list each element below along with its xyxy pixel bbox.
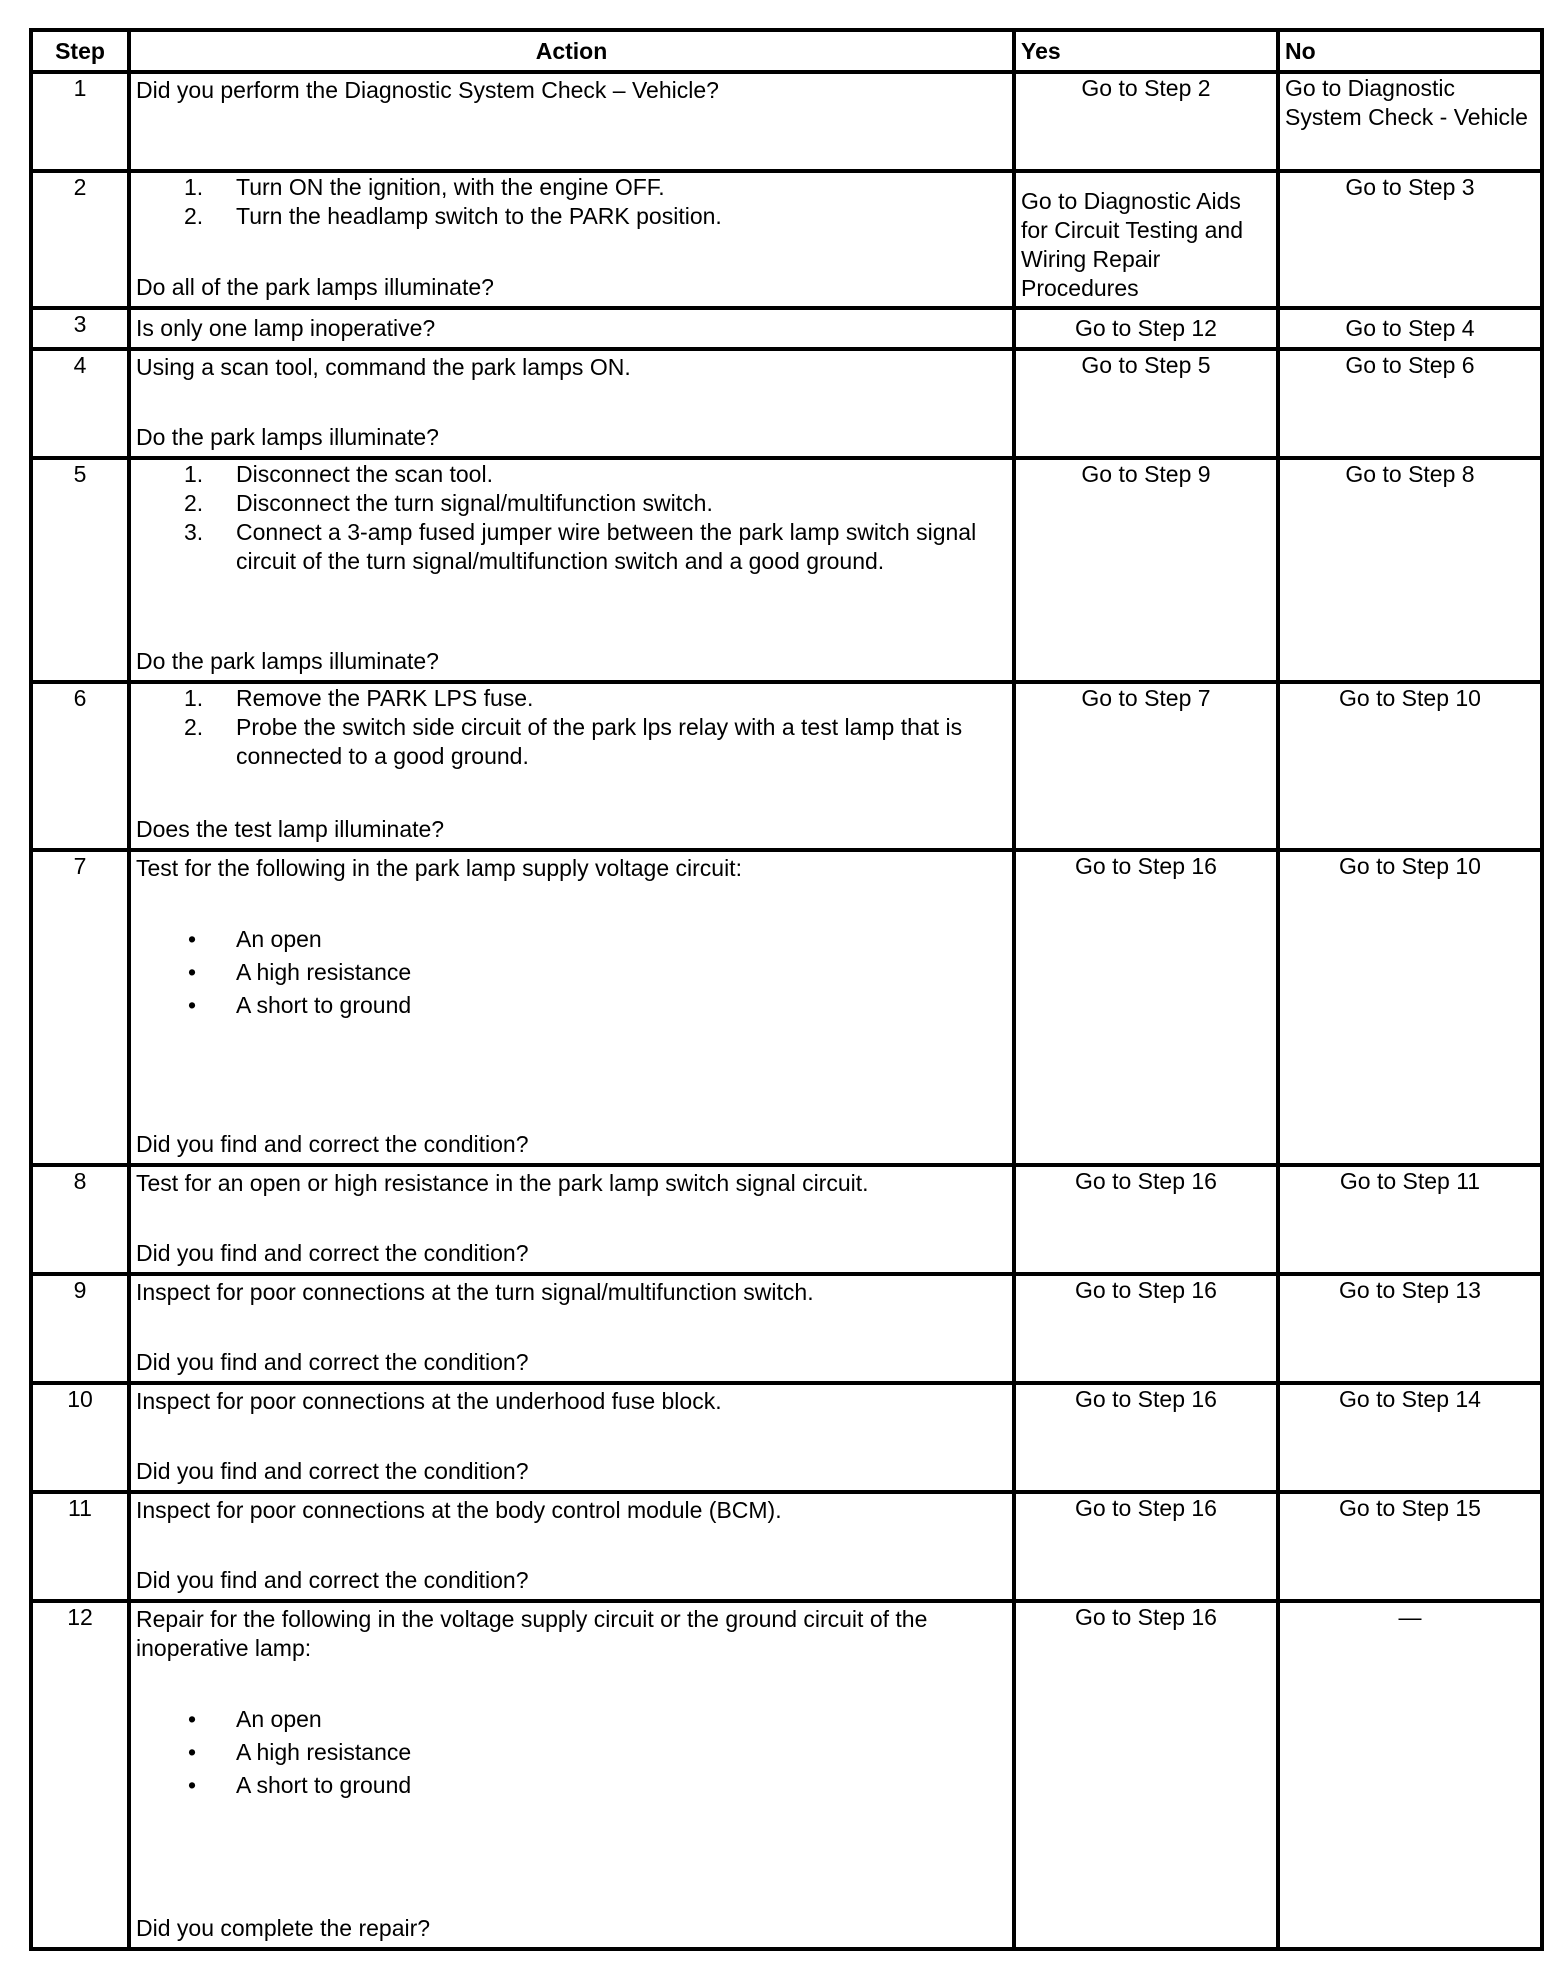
action-cell bbox=[129, 682, 1014, 850]
no-cell: Go to Step 4 bbox=[1278, 308, 1542, 349]
list-item: • An open bbox=[136, 1703, 1007, 1736]
action-cell bbox=[129, 1601, 1014, 1949]
list-item: 1. Disconnect the scan tool. bbox=[184, 461, 493, 487]
yes-cell: Go to Step 16 bbox=[1014, 1383, 1278, 1492]
action-text: Inspect for poor connections at the turn signal/multifunction switch. bbox=[136, 1279, 814, 1305]
action-text: Inspect for poor connections at the underhood fuse block. bbox=[136, 1388, 722, 1414]
list-item: • A short to ground bbox=[136, 1769, 1007, 1802]
no-cell: Go to Diagnostic System Check - Vehicle bbox=[1278, 72, 1542, 171]
step-number: 6 bbox=[31, 682, 129, 850]
yes-cell: Go to Step 12 bbox=[1014, 308, 1278, 349]
no-cell: Go to Step 10 bbox=[1278, 682, 1542, 850]
action-text: Inspect for poor connections at the body control module (BCM). bbox=[136, 1497, 782, 1523]
action-question: Do the park lamps illuminate? bbox=[136, 424, 439, 450]
table-row bbox=[31, 458, 1542, 682]
yes-cell: Go to Step 2 bbox=[1014, 72, 1278, 171]
action-text: Repair for the following in the voltage supply circuit or the ground circuit of the inoperative lamp: bbox=[136, 1606, 928, 1661]
action-question: Does the test lamp illuminate? bbox=[136, 816, 445, 842]
condition-list bbox=[136, 923, 1007, 1022]
step-number: 11 bbox=[31, 1492, 129, 1601]
diagnostic-table bbox=[29, 28, 1544, 1951]
yes-cell: Go to Step 16 bbox=[1014, 1492, 1278, 1601]
step-item-text: Disconnect the turn signal/multifunction switch. bbox=[236, 490, 713, 516]
header-no: No bbox=[1278, 30, 1542, 72]
action-question: Did you find and correct the condition? bbox=[136, 1458, 529, 1484]
action-cell bbox=[129, 171, 1014, 308]
action-question: Do the park lamps illuminate? bbox=[136, 648, 439, 674]
list-item: 1. Turn ON the ignition, with the engine OFF. bbox=[184, 174, 665, 200]
action-question: Did you find and correct the condition? bbox=[136, 1349, 529, 1375]
no-cell: — bbox=[1278, 1601, 1542, 1949]
step-number: 2 bbox=[31, 171, 129, 308]
action-text: Is only one lamp inoperative? bbox=[136, 315, 436, 341]
no-cell: Go to Step 13 bbox=[1278, 1274, 1542, 1383]
action-cell bbox=[129, 308, 1014, 349]
table-row bbox=[31, 1383, 1542, 1492]
yes-cell: Go to Step 9 bbox=[1014, 458, 1278, 682]
table-row bbox=[31, 1601, 1542, 1949]
step-number: 3 bbox=[31, 308, 129, 349]
list-item: • A high resistance bbox=[136, 956, 1007, 989]
action-cell bbox=[129, 1165, 1014, 1274]
list-item: 3. Connect a 3-amp fused jumper wire between the park lamp switch signal circuit of the turn signal/multifunction switch and a good ground. bbox=[184, 519, 977, 574]
no-cell: Go to Step 10 bbox=[1278, 850, 1542, 1165]
table-row bbox=[31, 850, 1542, 1165]
step-number: 10 bbox=[31, 1383, 129, 1492]
yes-cell: Go to Step 7 bbox=[1014, 682, 1278, 850]
list-item: 2. Probe the switch side circuit of the park lps relay with a test lamp that is connected to a good ground. bbox=[184, 714, 963, 769]
list-item: • A high resistance bbox=[136, 1736, 1007, 1769]
action-question: Did you find and correct the condition? bbox=[136, 1240, 529, 1266]
header-action: Action bbox=[129, 30, 1014, 72]
header-step: Step bbox=[31, 30, 129, 72]
action-cell bbox=[129, 72, 1014, 171]
condition-list bbox=[136, 1703, 1007, 1802]
step-item-text: Disconnect the scan tool. bbox=[236, 461, 493, 487]
step-number: 8 bbox=[31, 1165, 129, 1274]
action-cell bbox=[129, 1492, 1014, 1601]
step-item-text: Connect a 3-amp fused jumper wire between the park lamp switch signal circuit of the turn signal/multifunction switch and a good ground. bbox=[236, 519, 977, 574]
no-cell: Go to Step 6 bbox=[1278, 349, 1542, 458]
step-item-text: Turn the headlamp switch to the PARK position. bbox=[236, 203, 722, 229]
yes-cell: Go to Diagnostic Aids for Circuit Testing and Wiring Repair Procedures bbox=[1014, 171, 1278, 308]
action-cell bbox=[129, 1383, 1014, 1492]
list-item: 2. Disconnect the turn signal/multifunction switch. bbox=[184, 490, 713, 516]
yes-cell: Go to Step 16 bbox=[1014, 1165, 1278, 1274]
table-row bbox=[31, 1492, 1542, 1601]
list-item: 2. Turn the headlamp switch to the PARK position. bbox=[184, 203, 722, 229]
action-cell bbox=[129, 349, 1014, 458]
table-row bbox=[31, 308, 1542, 349]
yes-cell: Go to Step 16 bbox=[1014, 850, 1278, 1165]
step-number: 5 bbox=[31, 458, 129, 682]
header-row bbox=[31, 30, 1542, 72]
table-row bbox=[31, 72, 1542, 171]
no-cell: Go to Step 14 bbox=[1278, 1383, 1542, 1492]
action-steps bbox=[136, 173, 1007, 231]
action-question: Did you find and correct the condition? bbox=[136, 1131, 529, 1157]
step-number: 7 bbox=[31, 850, 129, 1165]
action-text: Test for the following in the park lamp supply voltage circuit: bbox=[136, 855, 742, 881]
step-number: 1 bbox=[31, 72, 129, 171]
step-number: 4 bbox=[31, 349, 129, 458]
table-row bbox=[31, 682, 1542, 850]
no-cell: Go to Step 3 bbox=[1278, 171, 1542, 308]
table-row bbox=[31, 171, 1542, 308]
action-question: Do all of the park lamps illuminate? bbox=[136, 274, 494, 300]
action-text: Did you perform the Diagnostic System Check – Vehicle? bbox=[136, 77, 719, 103]
yes-cell: Go to Step 5 bbox=[1014, 349, 1278, 458]
action-question: Did you find and correct the condition? bbox=[136, 1567, 529, 1593]
action-question: Did you complete the repair? bbox=[136, 1915, 431, 1941]
no-cell: Go to Step 11 bbox=[1278, 1165, 1542, 1274]
no-cell: Go to Step 8 bbox=[1278, 458, 1542, 682]
action-cell bbox=[129, 1274, 1014, 1383]
list-item: • An open bbox=[136, 923, 1007, 956]
step-number: 12 bbox=[31, 1601, 129, 1949]
no-cell: Go to Step 15 bbox=[1278, 1492, 1542, 1601]
step-item-text: Turn ON the ignition, with the engine OFF. bbox=[236, 174, 665, 200]
step-item-text: Remove the PARK LPS fuse. bbox=[236, 685, 534, 711]
table-row bbox=[31, 349, 1542, 458]
list-item: 1. Remove the PARK LPS fuse. bbox=[184, 685, 534, 711]
action-cell bbox=[129, 458, 1014, 682]
table-row bbox=[31, 1274, 1542, 1383]
yes-cell: Go to Step 16 bbox=[1014, 1601, 1278, 1949]
list-item: • A short to ground bbox=[136, 989, 1007, 1022]
header-yes: Yes bbox=[1014, 30, 1278, 72]
action-steps bbox=[136, 460, 1007, 576]
step-number: 9 bbox=[31, 1274, 129, 1383]
action-cell bbox=[129, 850, 1014, 1165]
yes-cell: Go to Step 16 bbox=[1014, 1274, 1278, 1383]
step-item-text: Probe the switch side circuit of the park lps relay with a test lamp that is connected to a good ground. bbox=[236, 714, 963, 769]
action-steps bbox=[136, 684, 1007, 771]
action-text: Test for an open or high resistance in the park lamp switch signal circuit. bbox=[136, 1170, 869, 1196]
action-text: Using a scan tool, command the park lamps ON. bbox=[136, 354, 631, 380]
table-row bbox=[31, 1165, 1542, 1274]
